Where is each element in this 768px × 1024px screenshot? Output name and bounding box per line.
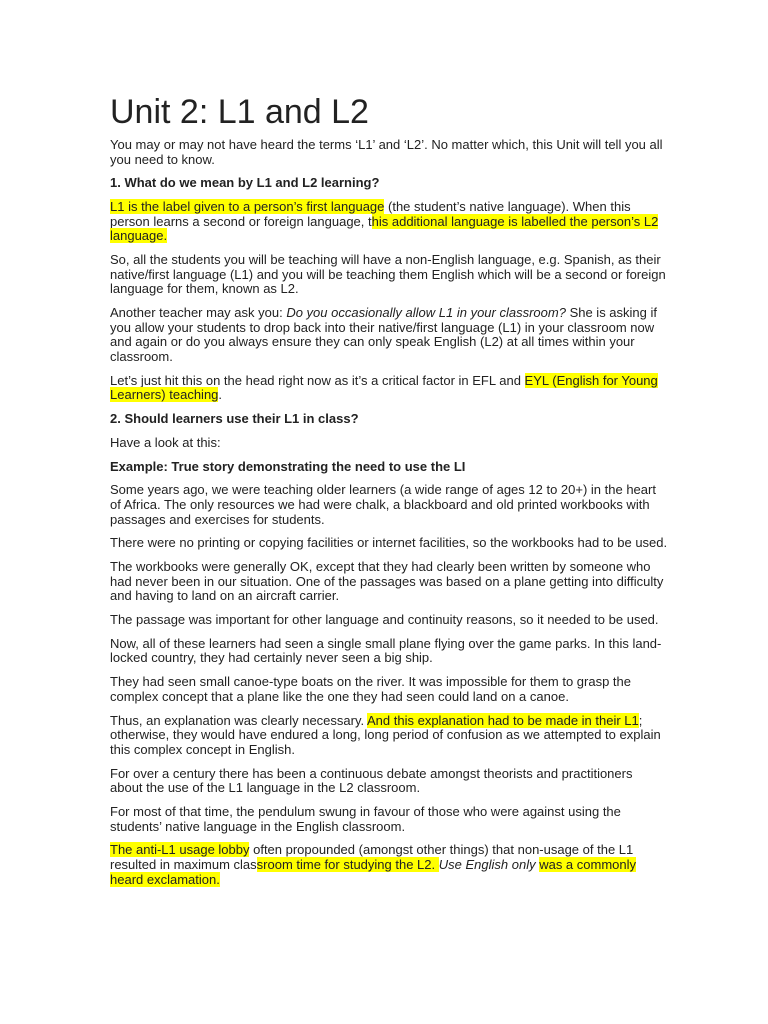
paragraph-no-printing: There were no printing or copying facilities or internet facilities, so the workbooks had to be used. [110,535,668,551]
paragraph-anti-l1-lobby [110,843,668,887]
body-text: (the student’s native language). When this person learns a second or foreign language, t [110,199,631,229]
paragraph-explanation [110,714,668,758]
italic-phrase: Use English only [438,856,536,872]
paragraph-critical-factor [110,374,668,403]
highlighted-text: sroom time for studying the L2. [256,856,439,872]
paragraph-have-a-look: Have a look at this: [110,434,221,450]
body-text: Let’s just hit this on the head right now as it’s a critical factor in EFL and [110,372,525,388]
highlighted-text: The anti-L1 usage lobby [110,842,250,858]
paragraph-century-debate: For over a century there has been a continuous debate amongst theorists and practitioners about the use of the L1 language in the L2 classroom. [110,765,633,796]
body-text: Another teacher may ask you: [110,305,287,321]
body-text: often propounded (amongst other things) that non-usage of the L1 resulted in maximum clas [110,842,634,872]
highlighted-text: his additional language is labelled the person’s L2 language. [110,213,659,244]
paragraph-passage-important: The passage was important for other language and continuity reasons, so it needed to be used. [110,612,659,628]
body-text: Thus, an explanation was clearly necessary. [110,712,368,728]
body-text: ; otherwise, they would have endured a long, long period of confusion as we attempted to explain this complex concept in English. [110,712,661,757]
section-heading-1: 1. What do we mean by L1 and L2 learning? [110,175,380,191]
highlighted-text: L1 is the label given to a person’s first language [110,199,385,215]
paragraph-workbooks: The workbooks were generally OK, except that they had clearly been written by someone who had never been in our situation. One of the passages was based on a plane getting into difficulty and having to land on an aircraft carrier. [110,559,664,604]
paragraph-another-teacher [110,306,668,364]
intro-paragraph: You may or may not have heard the terms ‘L1’ and ‘L2’. No matter which, this Unit will tell you all you need to know. [110,137,663,167]
paragraph-l1-definition [110,200,668,244]
highlighted-text: And this explanation had to be made in their L1 [367,712,639,728]
paragraph-canoe: They had seen small canoe-type boats on the river. It was impossible for them to grasp the complex concept that a plane like the one they had seen could land on a canoe. [110,674,631,704]
body-text: . [218,387,223,403]
paragraph-africa: Some years ago, we were teaching older learners (a wide range of ages 12 to 20+) in the heart of Africa. The only resources we had were chalk, a blackboard and old printed workbooks with passages and exercises for students. [110,482,656,527]
paragraph-pendulum: For most of that time, the pendulum swung in favour of those who were against using the students’ native language in the English classroom. [110,803,621,834]
example-heading: Example: True story demonstrating the need to use the LI [110,458,466,474]
paragraph-small-plane: Now, all of these learners had seen a single small plane flying over the game parks. In this land-locked country, they had certainly never seen a big ship. [110,635,662,666]
paragraph-students-language: So, all the students you will be teaching will have a non-English language, e.g. Spanish, as their native/first language (L1) and you will be teaching them English which will be a second or foreign language for them, known as L2. [110,252,666,297]
italic-question: Do you occasionally allow L1 in your classroom? [286,305,566,321]
highlighted-text: EYL (English for Young Learners) teaching [110,372,658,403]
page-title: Unit 2: L1 and L2 [110,93,369,131]
section-heading-2: 2. Should learners use their L1 in class? [110,411,359,427]
highlighted-text: was a commonly heard exclamation. [110,856,637,887]
body-text: She is asking if you allow your students to drop back into their native/first language (L1) in your classroom now and again or do you always ensure they can only speak English (L2) at all times within your classroom. [110,305,657,364]
